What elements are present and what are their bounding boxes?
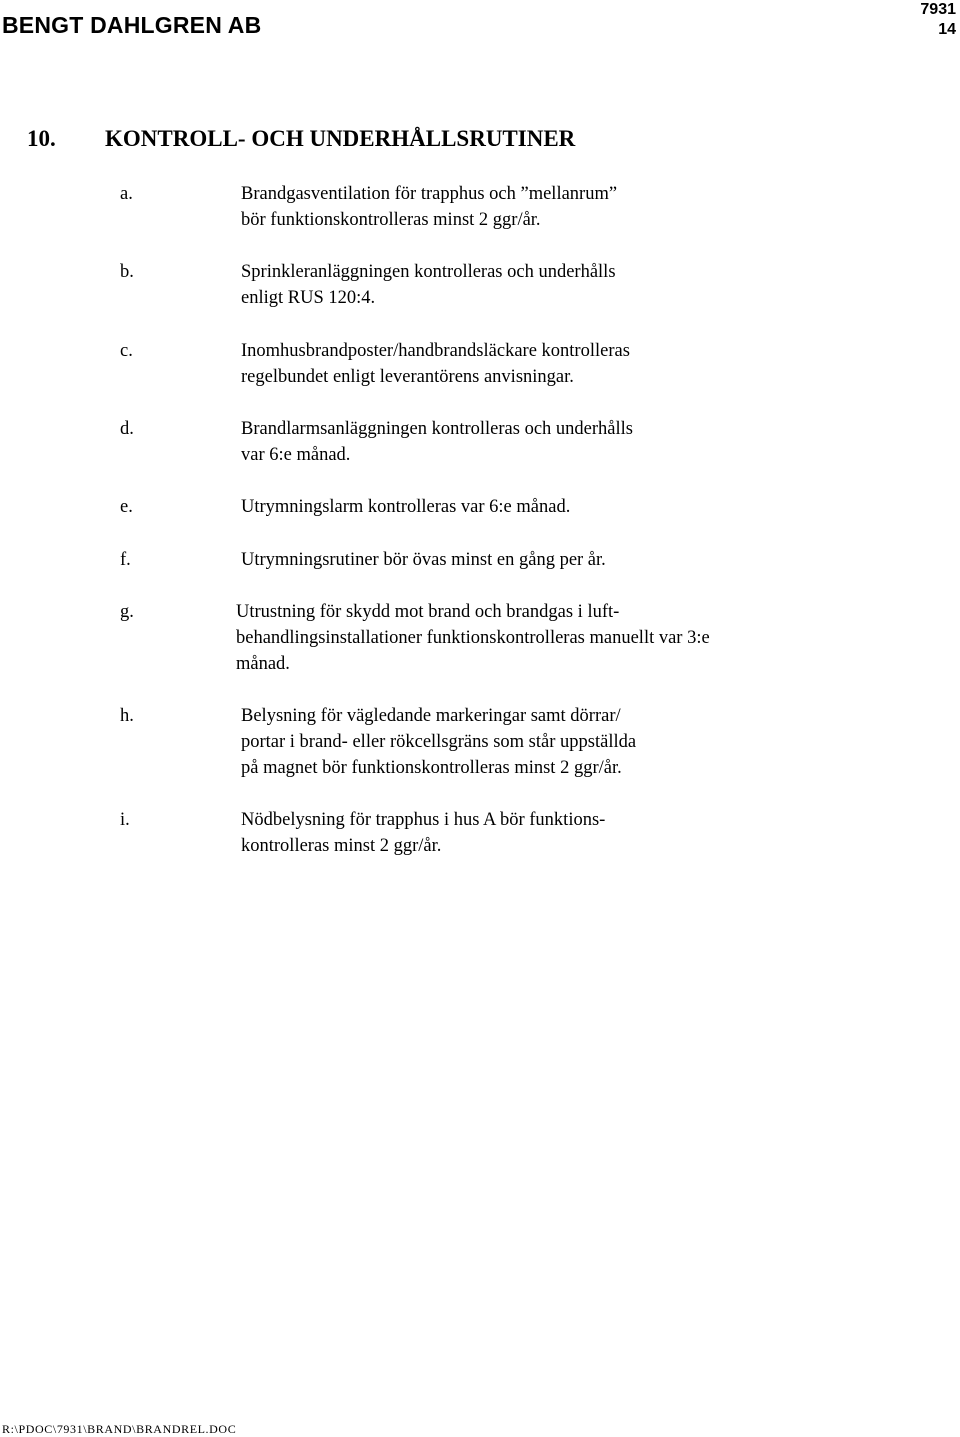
section-heading [27,126,575,152]
header-meta [920,0,956,40]
item-text: Brandgasventilation för trapphus och ”mellanrum” bör funktionskontrolleras minst 2 ggr/år. [241,184,618,230]
item-letter: a. [120,184,133,204]
document-number: 7931 [920,1,956,18]
item-letter: d. [120,419,134,439]
section-title: KONTROLL- OCH UNDERHÅLLSRUTINER [105,126,576,151]
page-number: 14 [938,21,956,38]
company-name: BENGT DAHLGREN AB [2,12,262,38]
item-letter: c. [120,341,133,361]
item-text: Belysning för vägledande markeringar samt dörrar/ portar i brand- eller rökcellsgräns som står uppställda på magnet bör funktionskontrolleras minst 2 ggr/år. [241,706,637,778]
item-letter: i. [120,810,130,830]
item-letter: h. [120,706,134,726]
item-text: Utrymningslarm kontrolleras var 6:e månad. [241,497,571,517]
item-text: Inomhusbrandposter/handbrandsläckare kontrolleras regelbundet enligt leverantörens anvisningar. [241,341,630,387]
item-text: Nödbelysning för trapphus i hus A bör funktions- kontrolleras minst 2 ggr/år. [241,810,606,856]
section-number: 10. [27,126,56,151]
item-text: Utrymningsrutiner bör övas minst en gång per år. [241,550,606,570]
file-path-footer: R:\PDOC\7931\BRAND\BRANDREL.DOC [2,1422,237,1436]
item-letter: b. [120,262,134,282]
item-text: Sprinkleranläggningen kontrolleras och underhålls enligt RUS 120:4. [241,262,616,308]
item-letter: e. [120,497,133,517]
item-letter: g. [120,602,134,622]
item-letter: f. [120,550,131,570]
item-text: Utrustning för skydd mot brand och brandgas i luft- behandlingsinstallationer funktionskontrolleras manuellt var 3:e månad. [236,602,710,674]
item-text: Brandlarmsanläggningen kontrolleras och underhålls var 6:e månad. [241,419,633,465]
